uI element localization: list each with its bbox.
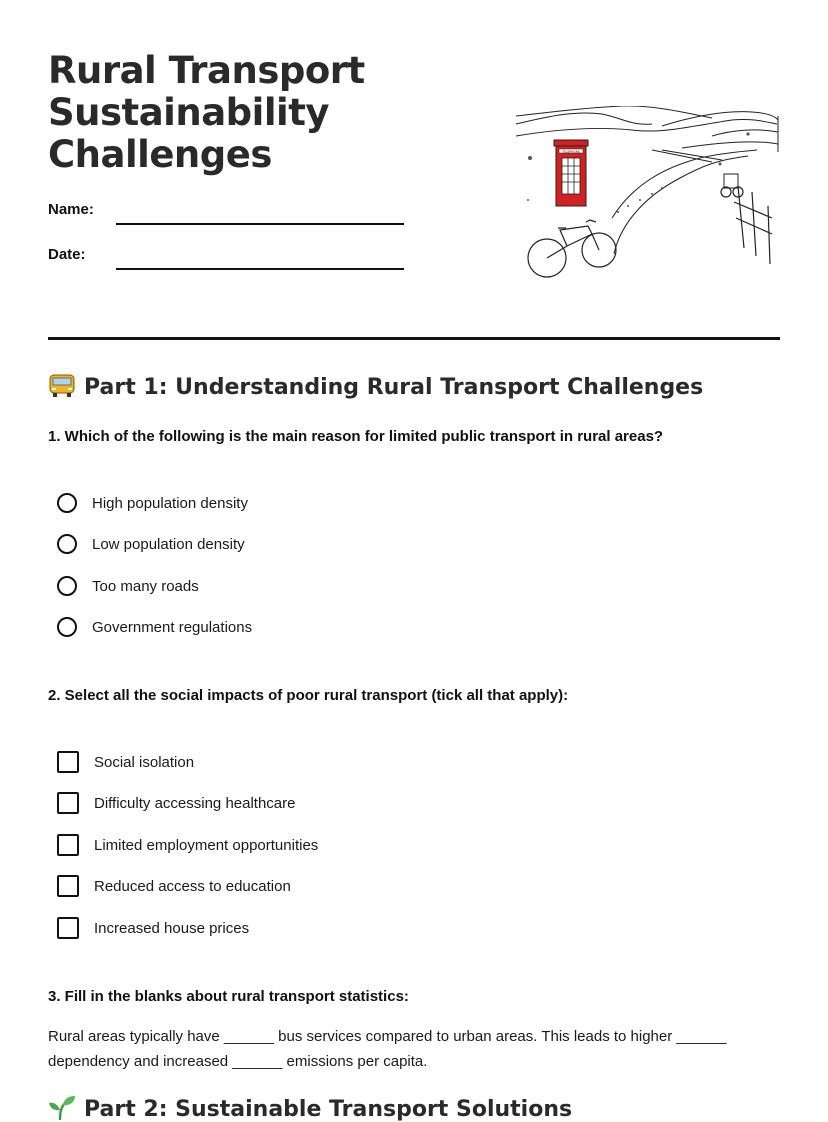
- radio-button[interactable]: [57, 617, 77, 637]
- checkbox[interactable]: [57, 834, 79, 856]
- radio-button[interactable]: [57, 493, 77, 513]
- option-label: Social isolation: [94, 753, 195, 771]
- date-field[interactable]: [116, 268, 404, 270]
- checkbox[interactable]: [57, 917, 79, 939]
- part2-heading-text: Part 2: Sustainable Transport Solutions: [84, 1097, 573, 1122]
- q1-option[interactable]: [57, 532, 245, 556]
- title-line: Sustainability: [48, 91, 329, 134]
- checkbox[interactable]: [57, 792, 79, 814]
- title-line: Rural Transport: [48, 49, 365, 92]
- rural-scene-illustration: [512, 106, 782, 284]
- bus-icon: [48, 372, 76, 398]
- option-label: Government regulations: [92, 618, 253, 636]
- q2-option[interactable]: [57, 750, 194, 774]
- name-field[interactable]: [116, 223, 404, 225]
- radio-button[interactable]: [57, 576, 77, 596]
- checkbox[interactable]: [57, 751, 79, 773]
- checkbox[interactable]: [57, 875, 79, 897]
- phone-box-icon: [554, 140, 588, 206]
- q1-option[interactable]: [57, 574, 199, 598]
- q2-option[interactable]: [57, 791, 296, 815]
- title-line: Challenges: [48, 133, 272, 176]
- name-label: Name:: [48, 201, 94, 218]
- question-1: 1. Which of the following is the main reason for limited public transport in rural areas?: [48, 428, 664, 445]
- seedling-icon: [48, 1094, 76, 1120]
- question-3: 3. Fill in the blanks about rural transport statistics:: [48, 988, 409, 1005]
- bicycle-icon: [528, 220, 616, 277]
- fill-in-blanks-paragraph[interactable]: Rural areas typically have ______ bus services compared to urban areas. This leads to higher ______ dependency and increased ______ emissions per capita.: [48, 1028, 727, 1070]
- option-label: Increased house prices: [94, 919, 250, 937]
- phone-box-label: TELEPHONE: [562, 149, 580, 154]
- q2-option[interactable]: [57, 874, 291, 898]
- question-2: 2. Select all the social impacts of poor rural transport (tick all that apply):: [48, 687, 569, 704]
- q2-option[interactable]: [57, 833, 318, 857]
- tractor-icon: [721, 174, 743, 197]
- option-label: Limited employment opportunities: [94, 836, 319, 854]
- section-divider: [48, 337, 780, 340]
- option-label: Difficulty accessing healthcare: [94, 794, 296, 812]
- part1-heading-text: Part 1: Understanding Rural Transport Challenges: [84, 375, 704, 400]
- part1-heading: [48, 372, 703, 400]
- option-label: Reduced access to education: [94, 877, 291, 895]
- date-label: Date:: [48, 246, 86, 263]
- radio-button[interactable]: [57, 534, 77, 554]
- fence-icon: [734, 186, 772, 264]
- q2-option[interactable]: [57, 916, 249, 940]
- page-title: [48, 50, 468, 176]
- option-label: Too many roads: [92, 577, 199, 595]
- option-label: High population density: [92, 494, 248, 512]
- q1-option[interactable]: [57, 615, 252, 639]
- option-label: Low population density: [92, 535, 245, 553]
- q1-option[interactable]: [57, 491, 248, 515]
